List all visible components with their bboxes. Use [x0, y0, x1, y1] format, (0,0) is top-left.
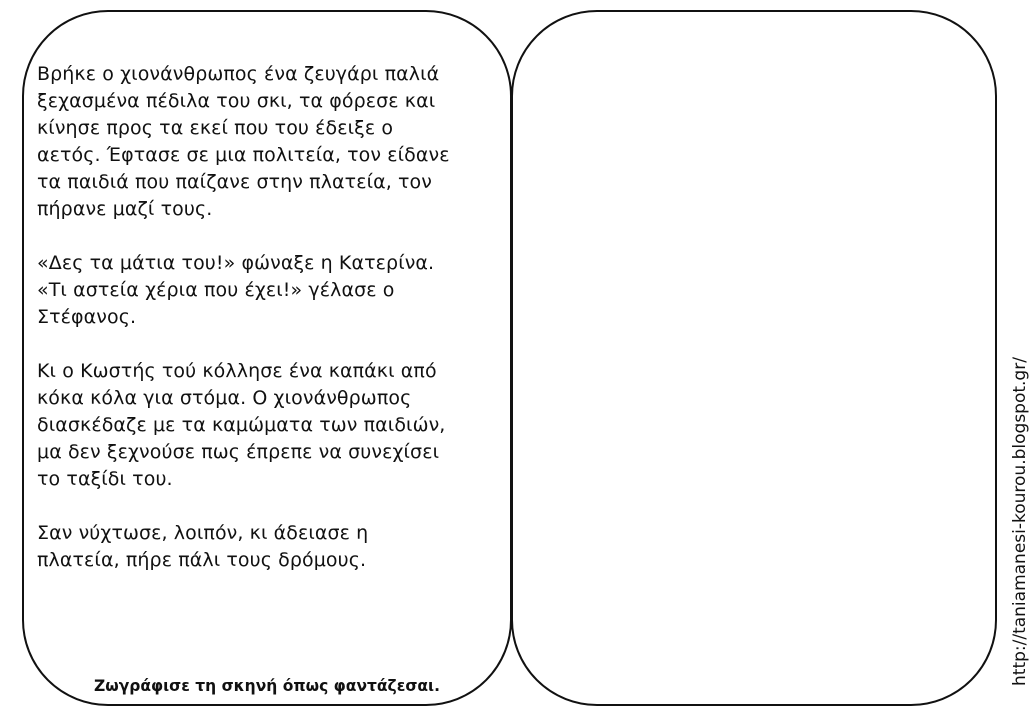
drawing-card — [511, 10, 997, 706]
story-line: κίνησε προς τα εκεί που του έδειξε ο — [37, 117, 394, 139]
story-line: πήρανε μαζί τους. — [37, 198, 213, 220]
source-url: http://taniamanesi-kourou.blogspot.gr/ — [1010, 357, 1030, 686]
story-line: το ταξίδι του. — [37, 468, 173, 490]
story-paragraph-2 — [37, 250, 507, 331]
story-line: πλατεία, πήρε πάλι τους δρόμους. — [37, 549, 367, 571]
story-paragraph-3 — [37, 358, 507, 493]
story-line: Σαν νύχτωσε, λοιπόν, κι άδειασε η — [37, 522, 369, 544]
story-line: τα παιδιά που παίζανε στην πλατεία, τον — [37, 171, 432, 193]
story-paragraph-4 — [37, 520, 507, 574]
story-text — [37, 61, 507, 601]
drawing-instruction: Ζωγράφισε τη σκηνή όπως φαντάζεσαι. — [94, 677, 440, 695]
story-line: διασκέδαζε με τα καμώματα των παιδιών, — [37, 414, 446, 436]
story-paragraph-1 — [37, 61, 507, 223]
story-line: «Τι αστεία χέρια που έχει!» γέλασε ο — [37, 279, 395, 301]
story-line: Κι ο Κωστής τού κόλλησε ένα καπάκι από — [37, 360, 437, 382]
story-line: «Δες τα μάτια του!» φώναξε η Κατερίνα. — [37, 252, 435, 274]
story-line: μα δεν ξεχνούσε πως έπρεπε να συνεχίσει — [37, 441, 440, 463]
story-line: κόκα κόλα για στόμα. Ο χιονάνθρωπος — [37, 387, 412, 409]
story-line: αετός. Έφτασε σε μια πολιτεία, τον είδανε — [37, 144, 450, 166]
story-line: Βρήκε ο χιονάνθρωπος ένα ζευγάρι παλιά — [37, 63, 440, 85]
story-line: ξεχασμένα πέδιλα του σκι, τα φόρεσε και — [37, 90, 436, 112]
story-line: Στέφανος. — [37, 306, 137, 328]
